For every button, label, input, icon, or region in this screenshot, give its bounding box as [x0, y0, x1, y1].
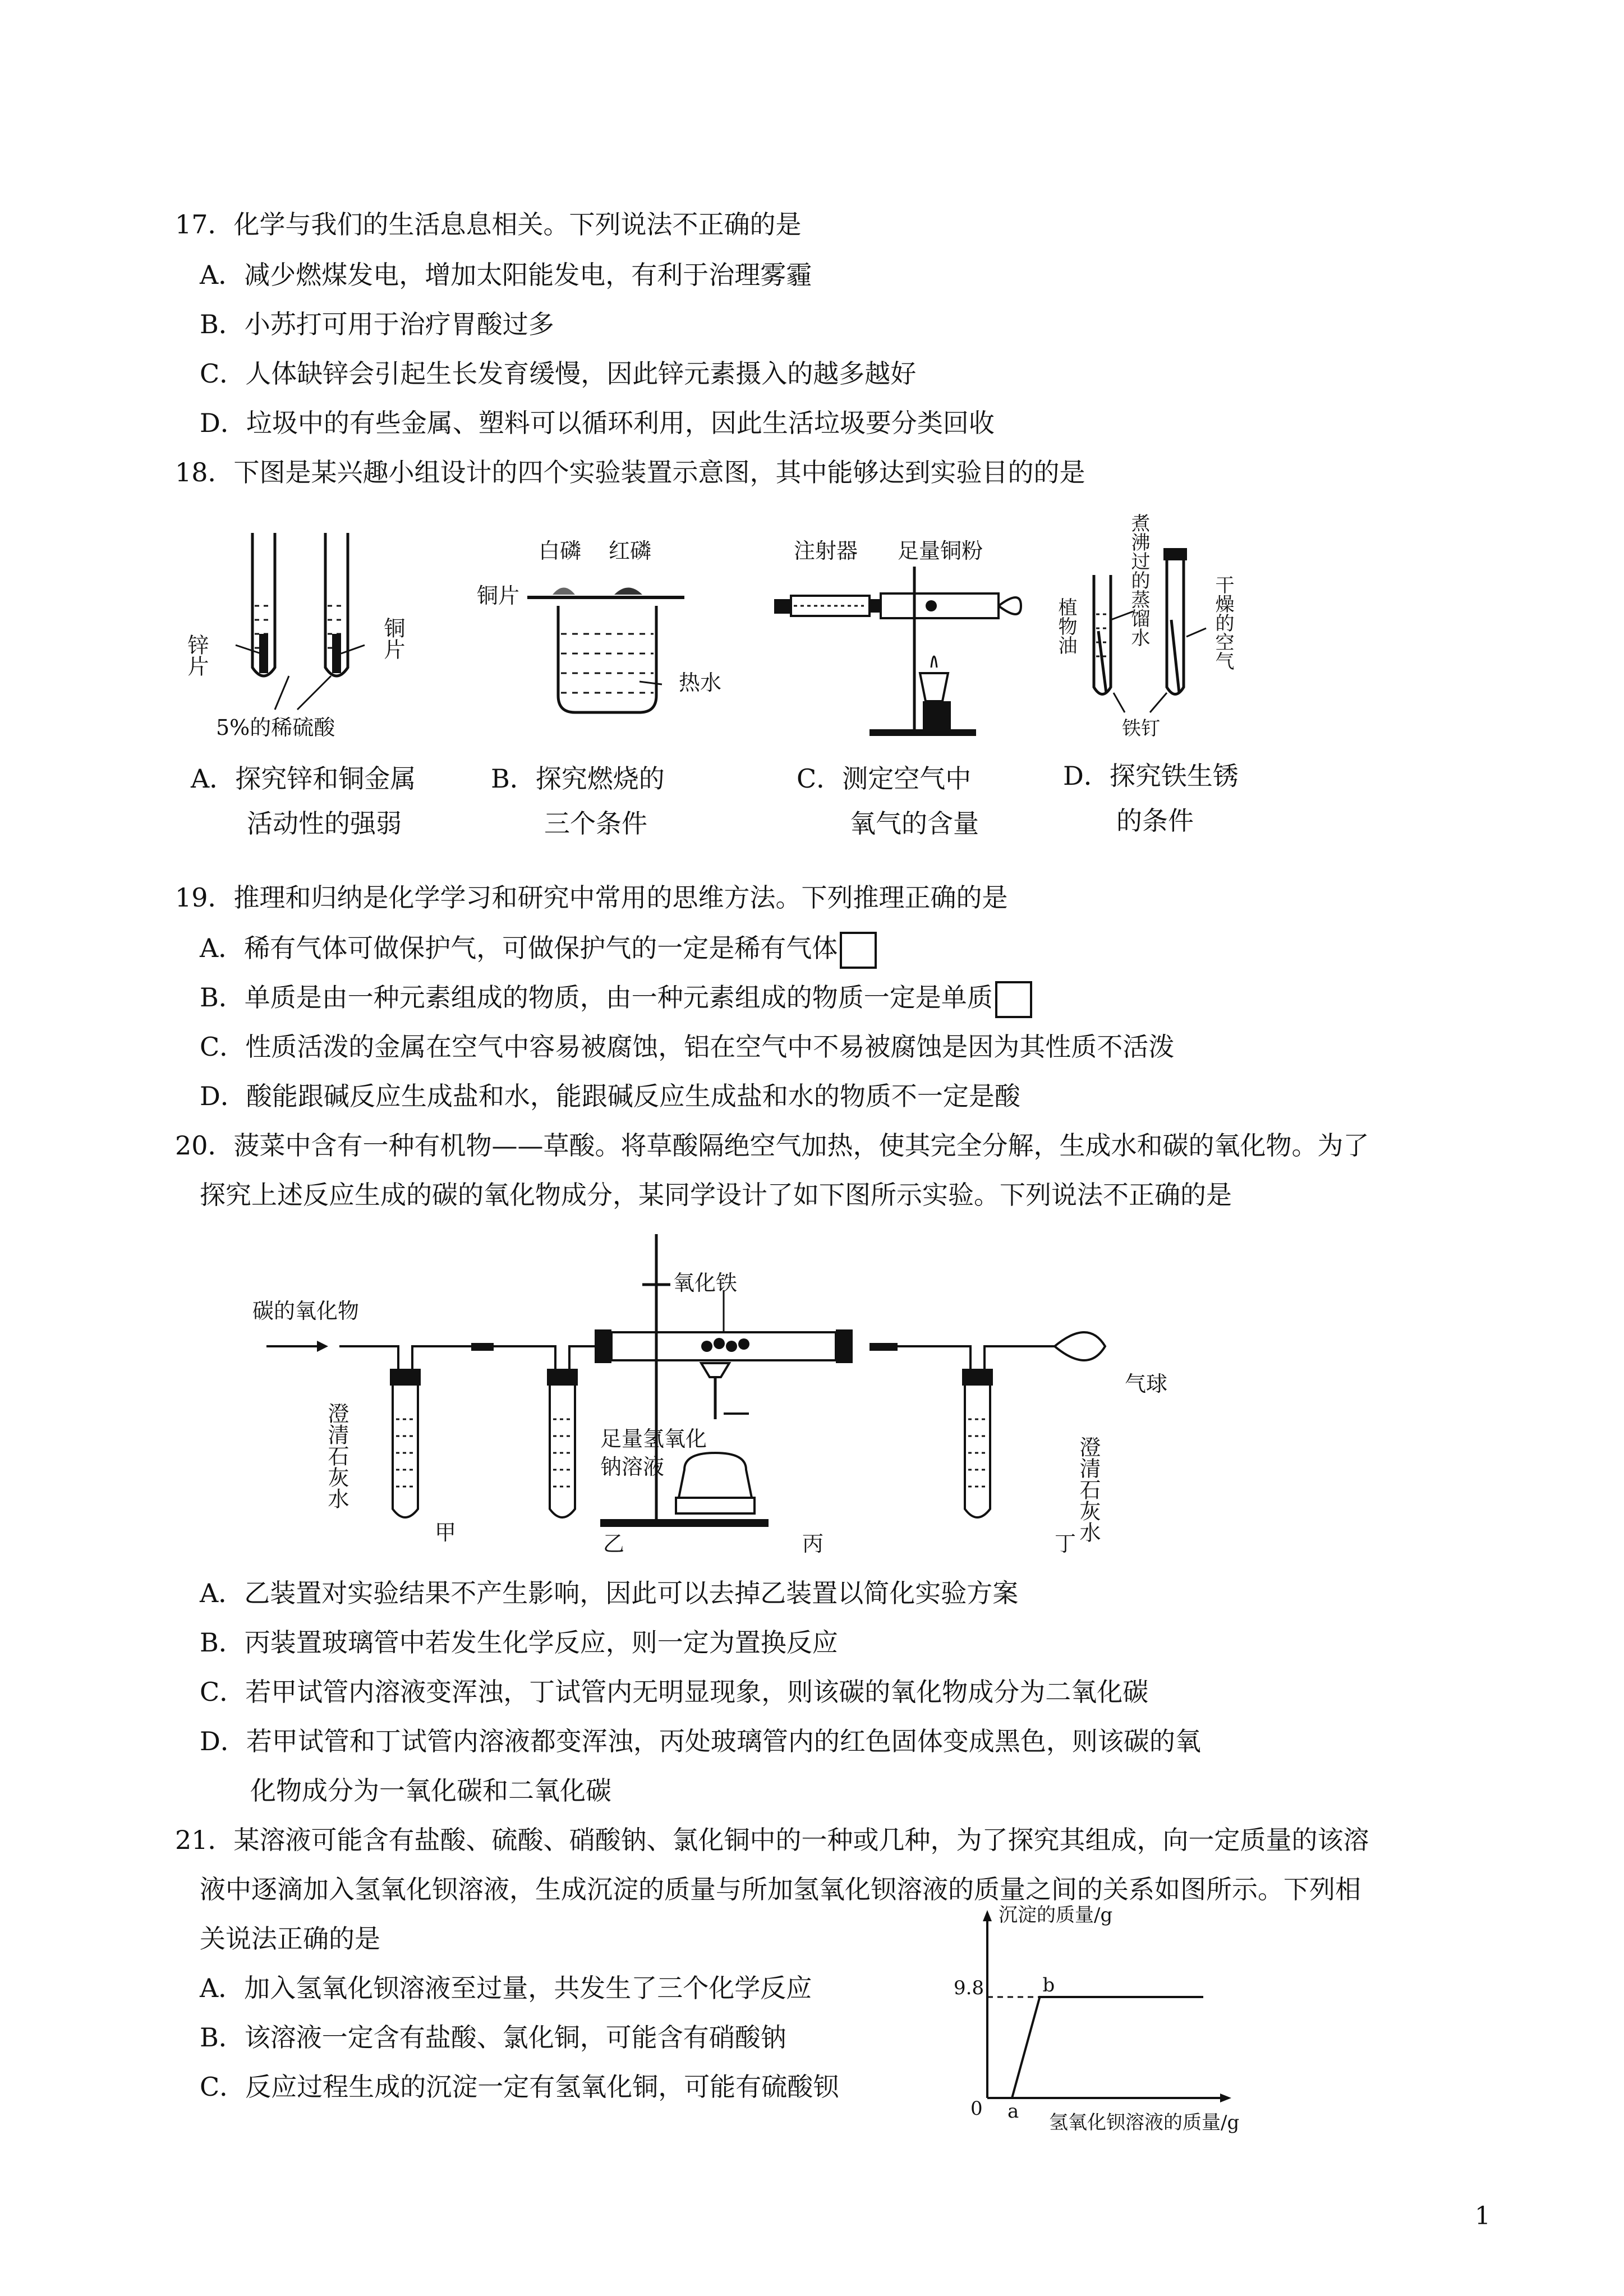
q21-option-c: C．反应过程生成的沉淀一定有氢氧化铜，可能有硫酸钡 — [200, 2072, 839, 2102]
q18-caption-c-line1: C．测定空气中 — [797, 763, 972, 794]
q20-option-d-line2: 化物成分为一氧化碳和二氧化碳 — [250, 1775, 611, 1806]
q20-apparatus-figure — [241, 1228, 1195, 1576]
naoh-label-text: 足量氢氧化钠溶液 — [600, 1427, 707, 1479]
label-copper: 铜片 — [380, 617, 405, 660]
label-white-phosphorus: 白磷 — [539, 539, 582, 563]
answer-box[interactable] — [995, 981, 1032, 1018]
q18-caption-a-line2: 活动性的强弱 — [247, 808, 402, 839]
q19-option-a: A．稀有气体可做保护气，可做保护气的一定是稀有气体 — [200, 931, 877, 969]
label-dry-air: 干燥的空气 — [1212, 575, 1234, 670]
label-boiled-water: 煮沸过的蒸馏水 — [1128, 513, 1150, 647]
page-number: 1 — [1475, 2202, 1490, 2230]
label-acid: 5%的稀硫酸 — [216, 715, 335, 740]
q21-option-b: B．该溶液一定含有盐酸、氯化铜，可能含有硝酸钠 — [200, 2022, 786, 2053]
y-tick-0: 0 — [970, 2097, 983, 2120]
label-copper-sheet: 铜片 — [477, 583, 520, 608]
q18-caption-a-line1: A．探究锌和铜金属 — [191, 763, 416, 794]
q18-caption-d-line2: 的条件 — [1116, 806, 1194, 836]
x-axis-arrow — [1220, 2093, 1231, 2102]
q21-stem-line1: 21．某溶液可能含有盐酸、硫酸、硝酸钠、氯化铜中的一种或几种，为了探究其组成，向一定质量的该溶 — [175, 1825, 1369, 1855]
q21-stem-line3: 关说法正确的是 — [200, 1924, 380, 1954]
q18-figure-b — [471, 533, 729, 746]
q20-option-d-line1: D．若甲试管和丁试管内溶液都变浑浊，丙处玻璃管内的红色固体变成黑色，则该碳的氧 — [200, 1726, 1201, 1756]
series-line — [987, 1997, 1203, 2098]
q17-option-d: D．垃圾中的有些金属、塑料可以循环利用，因此生活垃圾要分类回收 — [200, 408, 995, 438]
label-jia: 甲 — [435, 1520, 457, 1545]
q18-figure-a — [185, 522, 410, 757]
point-label-a: a — [1007, 2100, 1019, 2123]
q18-caption-b-line1: B．探究燃烧的 — [491, 763, 665, 794]
q18-figure-d — [1055, 508, 1290, 749]
y-axis-label: 沉淀的质量/g — [999, 1904, 1113, 1926]
q20-option-c: C．若甲试管内溶液变浑浊，丁试管内无明显现象，则该碳的氧化物成分为二氧化碳 — [200, 1677, 1149, 1707]
q21-option-a: A．加入氢氧化钡溶液至过量，共发生了三个化学反应 — [200, 1973, 812, 2003]
q17-stem: 17．化学与我们的生活息息相关。下列说法不正确的是 — [175, 209, 802, 240]
label-ding: 丁 — [1055, 1531, 1076, 1556]
y-tick-9-8: 9.8 — [954, 1977, 984, 1999]
q19-option-c: C．性质活泼的金属在空气中容易被腐蚀，铝在空气中不易被腐蚀是因为其性质不活泼 — [200, 1032, 1175, 1062]
answer-box[interactable] — [840, 932, 877, 969]
q20-option-b: B．丙装置玻璃管中若发生化学反应，则一定为置换反应 — [200, 1627, 838, 1658]
label-iron-nail: 铁钉 — [1122, 717, 1160, 740]
q18-caption-b-line2: 三个条件 — [544, 808, 647, 839]
q21-precipitate-chart — [942, 1904, 1301, 2154]
label-balloon: 气球 — [1125, 1372, 1168, 1396]
q17-option-c: C．人体缺锌会引起生长发育缓慢，因此锌元素摄入的越多越好 — [200, 358, 917, 389]
q20-stem-line2: 探究上述反应生成的碳的氧化物成分，某同学设计了如下图所示实验。下列说法不正确的是 — [200, 1180, 1232, 1210]
q21-stem-line2: 液中逐滴加入氢氧化钡溶液，生成沉淀的质量与所加氢氧化钡溶液的质量之间的关系如图所示。下列相 — [200, 1874, 1361, 1904]
q19-option-d: D．酸能跟碱反应生成盐和水，能跟碱反应生成盐和水的物质不一定是酸 — [200, 1081, 1020, 1111]
q17-option-a: A．减少燃煤发电，增加太阳能发电，有利于治理雾霾 — [200, 260, 812, 290]
label-bing: 丙 — [802, 1531, 824, 1556]
label-limewater-ding: 澄清石灰水 — [1076, 1436, 1101, 1543]
x-axis-label: 氢氧化钡溶液的质量/g — [1049, 2111, 1240, 2134]
label-red-phosphorus: 红磷 — [609, 539, 652, 563]
label-vegetable-oil: 植物油 — [1055, 597, 1077, 655]
q18-stem: 18．下图是某兴趣小组设计的四个实验装置示意图，其中能够达到实验目的的是 — [175, 457, 1085, 487]
label-carbon-oxide: 碳的氧化物 — [252, 1299, 360, 1323]
q19-stem: 19．推理和归纳是化学学习和研究中常用的思维方法。下列推理正确的是 — [175, 882, 1008, 913]
y-axis-arrow — [983, 1910, 992, 1921]
label-copper-powder: 足量铜粉 — [898, 539, 983, 563]
q20-option-a: A．乙装置对实验结果不产生影响，因此可以去掉乙装置以简化实验方案 — [200, 1578, 1019, 1608]
label-syringe: 注射器 — [794, 539, 858, 563]
q18-figure-c — [763, 533, 1032, 746]
q18-caption-d-line1: D．探究铁生锈 — [1063, 761, 1239, 791]
label-zinc: 锌片 — [184, 634, 209, 677]
point-label-b: b — [1042, 1974, 1055, 1996]
label-hot-water: 热水 — [679, 670, 722, 695]
label-iron-oxide: 氧化铁 — [673, 1271, 738, 1295]
q19-option-b: B．单质是由一种元素组成的物质，由一种元素组成的物质一定是单质 — [200, 981, 1032, 1018]
q17-option-b: B．小苏打可用于治疗胃酸过多 — [200, 309, 554, 339]
label-yi: 乙 — [603, 1531, 625, 1556]
q20-stem-line1: 20．菠菜中含有一种有机物——草酸。将草酸隔绝空气加热，使其完全分解，生成水和碳的氧化物。为了 — [175, 1130, 1369, 1161]
q18-caption-c-line2: 氧气的含量 — [850, 808, 979, 839]
label-limewater-jia: 澄清石灰水 — [324, 1402, 349, 1509]
